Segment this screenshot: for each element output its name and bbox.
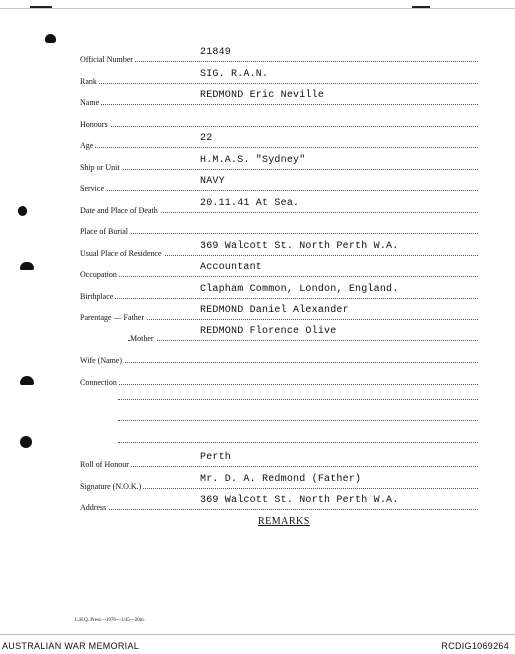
label-signature-nok: Signature (N.O.K.) — [80, 482, 142, 491]
top-scan-mark — [30, 6, 52, 8]
value-roll-of-honour: Perth — [200, 452, 232, 463]
label-place-of-burial: Place of Burial — [80, 227, 128, 236]
field-address — [80, 492, 478, 512]
label-parentage-father: Parentage — Father — [80, 313, 144, 322]
remarks-heading: REMARKS — [258, 516, 310, 527]
punch-hole-icon — [20, 376, 34, 385]
field-service — [80, 173, 478, 193]
value-ship-or-unit: H.M.A.S. "Sydney" — [200, 155, 306, 166]
label-official-number: Official Number — [80, 55, 133, 64]
label-address: Address — [80, 503, 107, 512]
field-date-place-death — [80, 195, 478, 215]
value-age: 22 — [200, 133, 213, 144]
field-wife — [80, 345, 478, 365]
label-connection: Connection — [80, 378, 117, 387]
value-rank: SIG. R.A.N. — [200, 69, 269, 80]
field-parentage-father — [80, 302, 478, 322]
label-usual-residence: Usual Place of Residence — [80, 249, 162, 258]
label-occupation: Occupation — [80, 270, 117, 279]
field-roll-of-honour — [80, 449, 478, 469]
field-honours — [80, 109, 478, 129]
printer-imprint: L.H.Q. Press—1976—1/45—20m. — [75, 618, 145, 623]
field-rank — [80, 66, 478, 86]
field-ship-or-unit — [80, 152, 478, 172]
label-mother: Mother — [130, 334, 154, 343]
punch-hole-icon — [18, 206, 27, 216]
label-rank: Rank — [80, 77, 97, 86]
value-parentage-father: REDMOND Daniel Alexander — [200, 305, 349, 316]
field-place-of-burial — [80, 216, 478, 236]
label-ship-or-unit: Ship or Unit — [80, 163, 120, 172]
connection-continuation-line — [118, 399, 478, 400]
top-edge-line — [0, 8, 515, 9]
label-name: Name — [80, 98, 100, 107]
label-honours: Honours — [80, 120, 108, 129]
punch-hole-icon — [20, 262, 34, 270]
value-signature-nok: Mr. D. A. Redmond (Father) — [200, 474, 362, 485]
label-wife: Wife (Name) — [80, 356, 123, 365]
field-usual-residence — [80, 238, 478, 258]
field-birthplace — [80, 281, 478, 301]
field-mother — [80, 323, 478, 343]
connection-continuation-line — [118, 442, 478, 443]
field-age — [80, 130, 478, 150]
value-service: NAVY — [200, 176, 225, 187]
value-name: REDMOND Eric Neville — [200, 90, 325, 101]
value-official-number: 21849 — [200, 47, 232, 58]
value-birthplace: Clapham Common, London, England. — [200, 284, 399, 295]
field-occupation — [80, 259, 478, 279]
footer-record-id: RCDIG1069264 — [441, 641, 509, 651]
field-connection — [80, 367, 478, 387]
label-date-place-death: Date and Place of Death — [80, 206, 158, 215]
label-birthplace: Birthplace — [80, 292, 114, 301]
footer-divider — [0, 634, 515, 635]
label-service: Service — [80, 184, 104, 193]
connection-continuation-line — [118, 420, 478, 421]
value-address: 369 Walcott St. North Perth W.A. — [200, 495, 399, 506]
field-name — [80, 87, 478, 107]
value-usual-residence: 369 Walcott St. North Perth W.A. — [200, 241, 399, 252]
field-official-number — [80, 44, 478, 64]
top-scan-mark — [412, 6, 430, 8]
value-date-place-death: 20.11.41 At Sea. — [200, 198, 300, 209]
footer-source: AUSTRALIAN WAR MEMORIAL — [2, 641, 140, 651]
punch-hole-icon — [20, 436, 32, 448]
label-age: Age — [80, 141, 94, 150]
value-occupation: Accountant — [200, 262, 263, 273]
field-signature-nok — [80, 471, 478, 491]
label-roll-of-honour: Roll of Honour — [80, 460, 129, 469]
value-mother: REDMOND Florence Olive — [200, 326, 337, 337]
punch-hole-icon — [45, 34, 56, 43]
